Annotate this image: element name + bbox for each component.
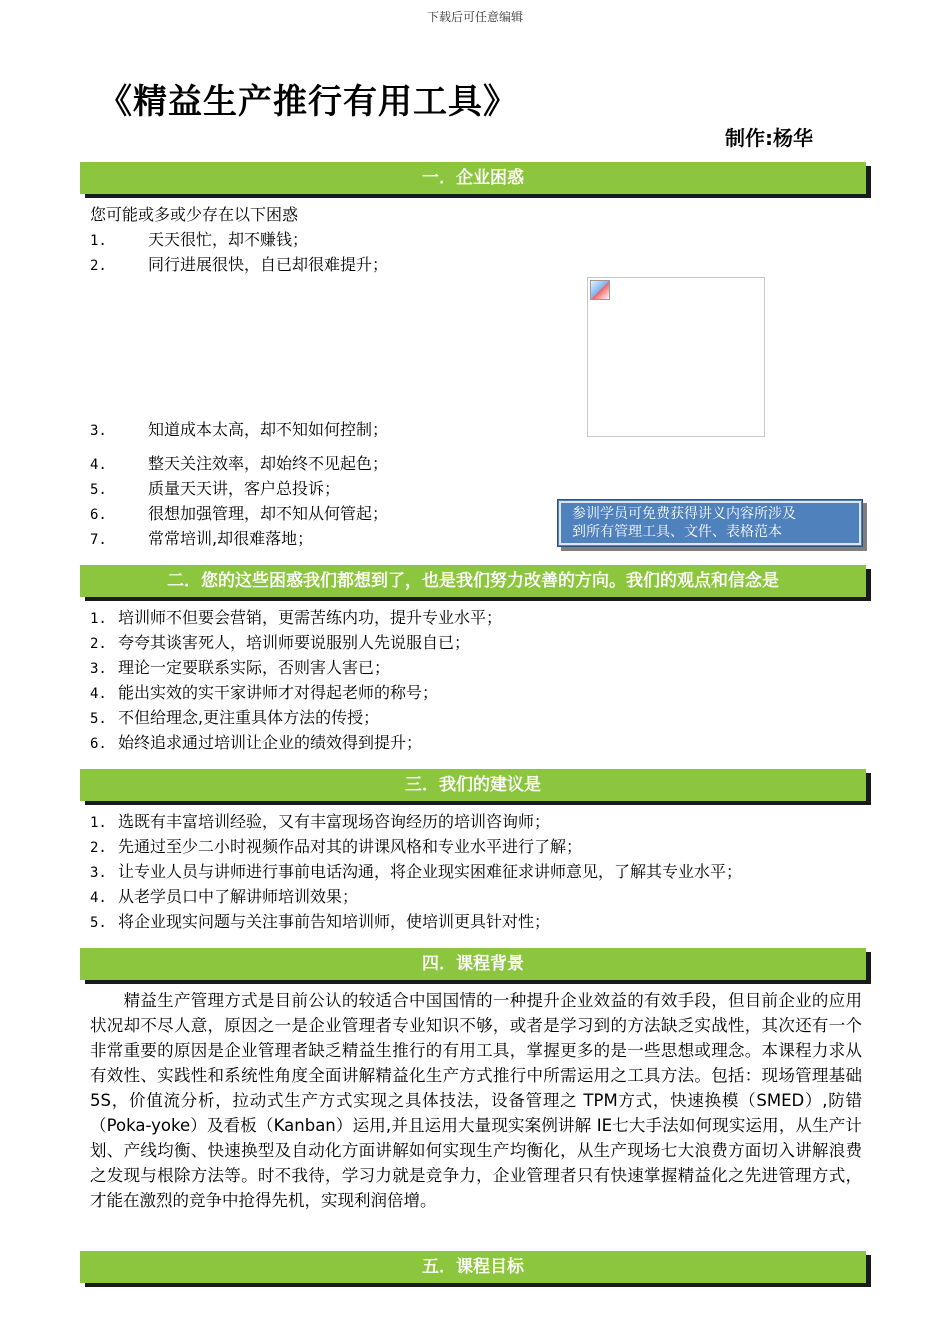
list-item-number: 5. <box>90 482 107 498</box>
broken-image-icon <box>590 280 610 300</box>
list-item-number: 3. <box>90 423 107 439</box>
list-item <box>90 861 742 884</box>
list-item-number: 5. <box>90 711 107 727</box>
list-item-number: 6. <box>90 736 107 752</box>
list-item-number: 1. <box>90 233 107 249</box>
list-item-number: 1. <box>90 611 107 627</box>
list-item <box>90 707 379 730</box>
list-item <box>90 811 550 834</box>
section-header-5: 五．课程目标 <box>80 1251 866 1283</box>
list-item-number: 4. <box>90 890 107 906</box>
list-item <box>90 886 358 909</box>
section-header-4: 四．课程背景 <box>80 948 866 980</box>
list-item-number: 1. <box>90 815 107 831</box>
list-item <box>90 657 390 680</box>
list-item-text: 从老学员口中了解讲师培训效果； <box>118 887 359 906</box>
course-background-paragraph: 精益生产管理方式是目前公认的较适合中国国情的一种提升企业效益的有效手段，但目前企业的应用状况却不尽人意，原因之一是企业管理者专业知识不够，或者是学习到的方法缺乏实战性，其次还有一个非常重要的原因是企业管理者缺乏精益生推行的有用工具，掌握更多的是一些思想或理念。本课程力求从有效性、实践性和系统性角度全面讲解精益化生产方式推行中所需运用之工具方法。包括：现场管理基础5S，价值流分析，拉动式生产方式实现之具体技法，设备管理之 TPM方式，快速换模（SMED）,防错（Poka-yoke）及看板（Kanban）运用,并且运用大量现实案例讲解 IE七大手法如何现实运用，从生产计划、产线均衡、快速换型及自动化方面讲解如何实现生产均衡化，从生产现场七大浪费方面切入讲解浪费之发现与根除方法等。时不我待，学习力就是竞争力，企业管理者只有快速掌握精益化之先进管理方式，才能在激烈的竞争中抢得先机，实现利润倍增。 <box>90 991 862 1210</box>
header-note: 下载后可任意编辑 <box>426 10 523 24</box>
list-item <box>90 911 550 934</box>
callout-line-2: 到所有管理工具、文件、表格范本 <box>572 524 782 540</box>
list-item <box>90 607 502 630</box>
list-item-text: 能出实效的实干家讲师才对得起老师的称号； <box>118 683 439 702</box>
list-item-text: 先通过至少二小时视频作品对其的讲课风格和专业水平进行了解； <box>118 837 583 856</box>
image-placeholder <box>587 277 765 437</box>
list-item-number: 7. <box>90 532 107 548</box>
author-line: 制作:杨华 <box>725 126 813 150</box>
list-item-number: 5. <box>90 915 107 931</box>
list-item-text: 培训师不但要会营销，更需苦练内功，提升专业水平； <box>118 608 503 627</box>
section-header-3: 三．我们的建议是 <box>80 769 866 801</box>
list-item-text: 夸夸其谈害死人，培训师要说服别人先说服自已； <box>118 633 471 652</box>
benefit-callout <box>557 499 863 547</box>
callout-line-1: 参训学员可免费获得讲义内容所涉及 <box>572 506 796 522</box>
list-item <box>90 254 388 277</box>
list-item-text: 始终追求通过培训让企业的绩效得到提升； <box>118 733 423 752</box>
list-item-text: 常常培训,却很难落地； <box>148 529 314 548</box>
list-item <box>90 632 470 655</box>
list-item-text: 理论一定要联系实际，否则害人害已； <box>118 658 391 677</box>
list-item-number: 2. <box>90 636 107 652</box>
list-item <box>90 682 438 705</box>
list-item-text: 很想加强管理，却不知从何管起； <box>148 504 389 523</box>
section-header-2: 二．您的这些困惑我们都想到了，也是我们努力改善的方向。我们的观点和信念是 <box>80 565 866 597</box>
list-item-text: 选既有丰富培训经验，又有丰富现场咨询经历的培训咨询师； <box>118 812 551 831</box>
list-item <box>90 503 388 526</box>
section-header-1: 一．企业困惑 <box>80 162 866 194</box>
list-item-number: 2. <box>90 258 107 274</box>
list-item-text: 不但给理念,更注重具体方法的传授； <box>118 708 380 727</box>
list-item-number: 4. <box>90 457 107 473</box>
list-item <box>90 732 422 755</box>
list-item <box>90 836 582 859</box>
list-item <box>90 528 313 551</box>
list-item-number: 4. <box>90 686 107 702</box>
list-item-text: 知道成本太高，却不知如何控制； <box>148 420 389 439</box>
list-item-text: 将企业现实问题与关注事前告知培训师，使培训更具针对性； <box>118 912 551 931</box>
list-item-number: 2. <box>90 840 107 856</box>
list-item <box>90 478 340 501</box>
list-item <box>90 453 388 476</box>
list-item-text: 同行进展很快，自已却很难提升； <box>148 255 389 274</box>
list-item-number: 3. <box>90 661 107 677</box>
list-item-text: 质量天天讲，客户总投诉； <box>148 479 341 498</box>
confusion-intro: 您可能或多或少存在以下困惑 <box>90 205 299 224</box>
list-item-number: 6. <box>90 507 107 523</box>
list-item <box>90 419 388 442</box>
list-item <box>90 229 308 252</box>
document-title: 《精益生产推行有用工具》 <box>98 82 518 122</box>
list-item-text: 让专业人员与讲师进行事前电话沟通，将企业现实困难征求讲师意见，了解其专业水平； <box>118 862 743 881</box>
list-item-number: 3. <box>90 865 107 881</box>
list-item-text: 整天关注效率，却始终不见起色； <box>148 454 389 473</box>
list-item-text: 天天很忙，却不赚钱； <box>148 230 309 249</box>
